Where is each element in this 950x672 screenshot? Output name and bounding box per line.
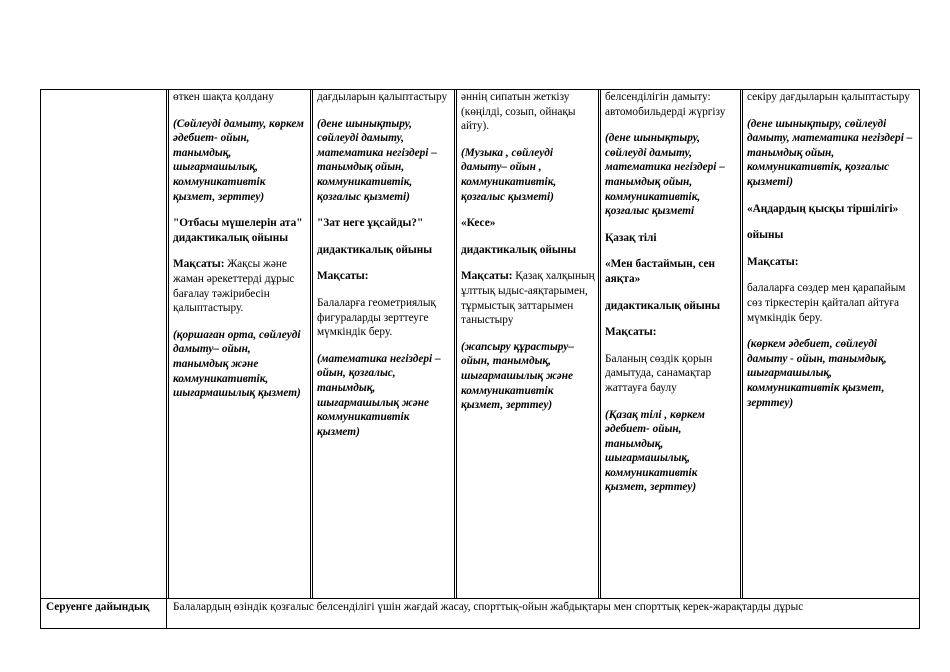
table-border xyxy=(40,89,41,598)
goal-paragraph xyxy=(461,269,595,327)
cell-text: дағдыларын қалыптастыру xyxy=(317,91,448,103)
activity-areas: (Қазақ тілі , көркем әдебиет- ойын, танымдық, шығармашылық, коммуникативтік қызмет, зерттеу) xyxy=(605,408,705,494)
activity-areas: (Сөйлеуді дамыту, көркем әдебиет- ойын, танымдық, шығармашылық, коммуникативтік қызмет, зерттеу) xyxy=(173,117,304,203)
table-border xyxy=(166,598,167,629)
table-border xyxy=(40,598,41,629)
game-heading: дидактикалық ойыны xyxy=(605,299,721,312)
game-heading: «Мен бастаймын, сен аяқта» xyxy=(605,258,716,285)
activity-areas: (Музыка , сөйлеуді дамыту– ойын , коммуникативтік, қозғалыс қызметі) xyxy=(461,146,557,203)
game-heading: дидактикалық ойыны xyxy=(317,243,433,256)
activity-cell xyxy=(173,90,307,413)
game-heading: «Кесе» xyxy=(461,217,496,230)
row-text: Балалардың өзіндік қозғалыс белсенділігі үшін жағдай жасау, спорттық-ойын жабдықтары мен спорттық керек-жарақтарды дұрыс xyxy=(173,601,804,613)
table-border xyxy=(312,89,313,598)
cell-text: белсенділігін дамыту: автомобильдерді жүргізу xyxy=(605,91,726,118)
table-border xyxy=(598,89,599,598)
activity-cell xyxy=(605,90,737,507)
game-heading: Мақсаты: xyxy=(317,270,369,283)
cell-text: Баланың сөздік қорын дамытуда, санамақтар жаттауға баулу xyxy=(605,352,713,394)
activity-cell xyxy=(317,90,453,451)
activity-areas: (жапсыру құрастыру– ойын, танымдық, шығармашылық және коммуникативтік қызмет, зерттеу) xyxy=(461,340,574,412)
game-heading: «Аңдардың қысқы тіршілігі» xyxy=(747,202,899,215)
game-heading: дидактикалық ойыны xyxy=(461,243,577,256)
activity-areas: (дене шынықтыру, сөйлеуді дамыту, математика негіздері – танымдық ойын, коммуникативтік, қозғалыс қызметі xyxy=(605,132,725,218)
game-heading: Мақсаты: xyxy=(605,326,657,339)
table-border xyxy=(454,89,455,598)
activity-areas: (көркем әдебиет, сөйлеуді дамыту - ойын, танымдық, шығармашылық, коммуникативтік қызмет, зерттеу) xyxy=(747,338,887,409)
goal-label: Мақсаты: xyxy=(173,258,225,271)
cell-text: әннің сипатын жеткізу (көңілді, созып, ойнақы айту). xyxy=(461,91,576,133)
activity-cell xyxy=(461,90,595,425)
table-border xyxy=(919,598,920,629)
activity-areas: (дене шынықтыру, сөйлеуді дамыту, математика негіздері – танымдық ойын, коммуникативтік, қозғалыс қызметі) xyxy=(747,117,913,188)
table-border xyxy=(166,89,167,598)
cell-text: балаларға сөздер мен қарапайым сөз тіркестерін қайталап айтуға мүмкіндік беру. xyxy=(747,282,906,324)
game-heading: "Зат неге ұқсайды?" xyxy=(317,217,424,230)
activity-cell xyxy=(747,90,917,422)
goal-label: Мақсаты: xyxy=(461,270,513,283)
goal-text: Қазақ халқының ұлттық ыдыс-аяқтарымен, тұрмыстық заттарымен таныстыру xyxy=(461,270,595,327)
plan-table xyxy=(40,89,920,629)
cell-text: Балаларға геометриялық фигураларды зерттеуге мүмкіндік беру. xyxy=(317,296,436,339)
table-border xyxy=(600,89,601,598)
table-border xyxy=(40,598,920,599)
game-heading: Қазақ тілі xyxy=(605,231,657,244)
table-border xyxy=(919,89,920,598)
table-border xyxy=(40,628,920,629)
cell-text: өткен шақта қолдану xyxy=(173,91,274,103)
cell-text: секіру дағдыларын қалыптастыру xyxy=(747,91,910,103)
activity-areas: (дене шынықтыру, сөйлеуді дамыту, математика негіздері – танымдық ойын, коммуникативтік, қозғалыс қызметі) xyxy=(317,117,437,203)
table-border xyxy=(168,89,169,598)
goal-text: Жақсы және жаман әрекеттерді дұрыс бағалау тәжірибесін қалыптастыру. xyxy=(173,258,295,315)
table-border xyxy=(740,89,741,598)
activity-areas: (математика негіздері – ойын, қозғалыс, танымдық, шығармашылық және коммуникативтік қызмет) xyxy=(317,352,441,438)
goal-paragraph xyxy=(173,257,307,315)
activity-areas: (қоршаған орта, сөйлеуді дамыту– ойын, танымдық және коммуникативтік, шығармашылық қызмет) xyxy=(173,328,301,400)
table-border xyxy=(310,89,311,598)
game-heading: ойыны xyxy=(747,229,784,242)
game-heading: "Отбасы мүшелерін ата" дидактикалық ойыны xyxy=(173,217,303,244)
game-heading: Мақсаты: xyxy=(747,255,799,268)
table-border xyxy=(742,89,743,598)
row-label: Серуенге дайындық xyxy=(46,601,150,613)
table-border xyxy=(456,89,457,598)
